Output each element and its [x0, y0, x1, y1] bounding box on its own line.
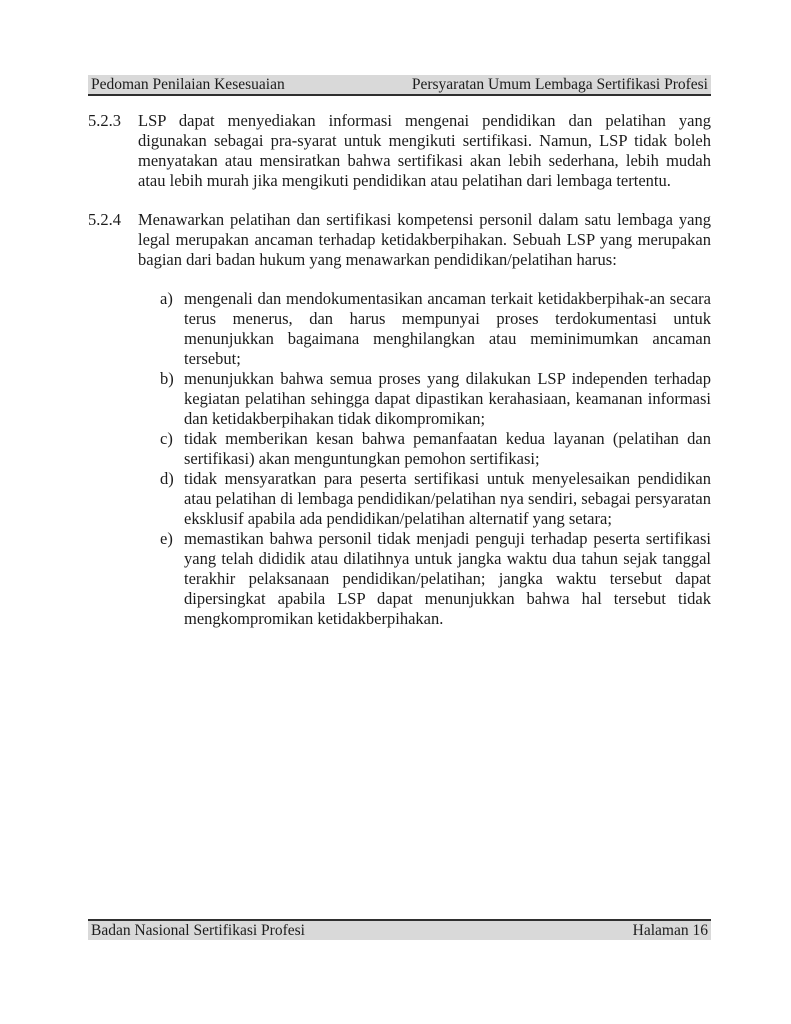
page-header-band	[88, 75, 711, 96]
list-item-text: tidak memberikan kesan bahwa pemanfaatan kedua layanan (pelatihan dan sertifikasi) akan menguntungkan pemohon sertifikasi;	[184, 429, 711, 468]
list-item-text: menunjukkan bahwa semua proses yang dilakukan LSP independen terhadap kegiatan pelatihan sehingga dapat dipastikan kerahasiaan, keamanan informasi dan ketidakberpihakan tidak dikompromikan;	[184, 369, 711, 428]
list-item-label: b)	[160, 369, 174, 388]
list-item-b	[160, 369, 711, 429]
list-item-text: mengenali dan mendokumentasikan ancaman terkait ketidakberpihak-an secara terus menerus, dan harus mempunyai proses terdokumentasi untuk menunjukkan bagaimana menghilangkan atau meminimumkan ancaman tersebut;	[184, 289, 711, 368]
clause-5-2-4-letter-list	[88, 289, 711, 629]
list-item-label: e)	[160, 529, 173, 548]
list-item-text: tidak mensyaratkan para peserta sertifikasi untuk menyelesaikan pendidikan atau pelatihan di lembaga pendidikan/pelatihan nya sendiri, sebagai persyaratan eksklusif apabila ada pendidikan/pelatihan alternatif yang setara;	[184, 469, 711, 528]
clause-paragraph: Menawarkan pelatihan dan sertifikasi kompetensi personil dalam satu lembaga yang legal merupakan ancaman terhadap ketidakberpihakan. Sebuah LSP yang merupakan bagian dari badan hukum yang menawarkan pendidikan/pelatihan harus:	[138, 210, 711, 269]
footer-page-number: Halaman 16	[632, 921, 708, 939]
list-item-label: c)	[160, 429, 173, 448]
list-item-d	[160, 469, 711, 529]
list-item-label: a)	[160, 289, 173, 308]
footer-organization-name: Badan Nasional Sertifikasi Profesi	[91, 921, 305, 939]
list-item-a	[160, 289, 711, 369]
list-item-c	[160, 429, 711, 469]
page-footer-band	[88, 919, 711, 940]
clause-5-2-4	[88, 210, 711, 270]
clause-number: 5.2.3	[88, 111, 121, 130]
header-section-title: Persyaratan Umum Lembaga Sertifikasi Profesi	[411, 75, 708, 93]
list-item-e	[160, 529, 711, 629]
clause-number: 5.2.4	[88, 210, 121, 229]
header-document-title: Pedoman Penilaian Kesesuaian	[91, 75, 285, 93]
list-item-text: memastikan bahwa personil tidak menjadi penguji terhadap peserta sertifikasi yang telah dididik atau dilatihnya untuk jangka waktu dua tahun sejak tanggal terakhir pelaksanaan pendidikan/pelatihan; jangka waktu tersebut dapat dipersingkat apabila LSP dapat menunjukkan bahwa hal tersebut tidak mengkompromikan ketidakberpihakan.	[184, 529, 711, 628]
clause-paragraph: LSP dapat menyediakan informasi mengenai pendidikan dan pelatihan yang digunakan sebagai pra-syarat untuk mengikuti sertifikasi. Namun, LSP tidak boleh menyatakan atau mensiratkan bahwa sertifikasi akan lebih sederhana, lebih mudah atau lebih murah jika mengikuti pendidikan atau pelatihan dari lembaga tertentu.	[138, 111, 711, 190]
list-item-label: d)	[160, 469, 174, 488]
clause-5-2-3	[88, 111, 711, 191]
document-body	[88, 111, 711, 629]
